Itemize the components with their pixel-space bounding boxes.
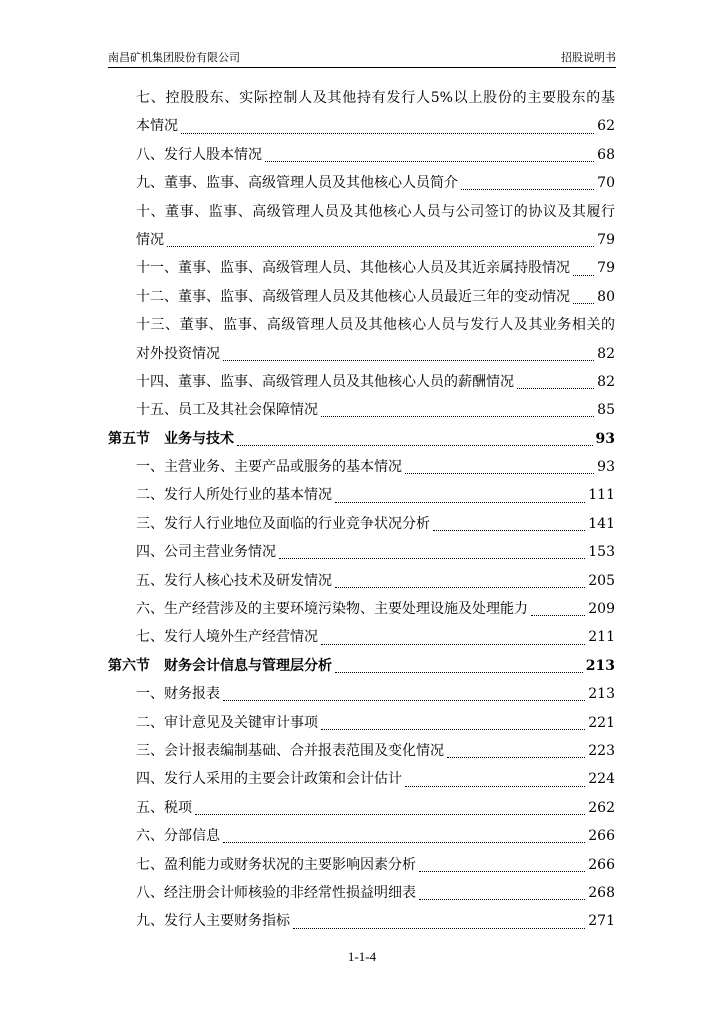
toc-page-number: 70	[597, 175, 615, 192]
toc-page-number: 221	[588, 714, 615, 731]
toc-entry[interactable]	[108, 169, 615, 197]
toc-dot-leader	[167, 245, 594, 247]
toc-dot-leader	[223, 359, 594, 361]
toc-entry[interactable]	[108, 453, 615, 481]
toc-dot-leader	[321, 643, 585, 645]
toc-entry-title: 七、发行人境外生产经营情况	[136, 629, 318, 646]
page-header	[108, 50, 616, 68]
toc-page-number: 93	[595, 430, 615, 447]
toc-page-number: 82	[597, 373, 615, 390]
toc-entry-title: 四、公司主营业务情况	[136, 544, 276, 561]
toc-entry-title: 财务会计信息与管理层分析	[164, 657, 332, 674]
toc-entry-title: 十四、董事、监事、高级管理人员及其他核心人员的薪酬情况	[136, 373, 514, 390]
toc-page-number: 224	[588, 771, 615, 788]
toc-entry[interactable]	[108, 254, 615, 282]
toc-dot-leader	[419, 870, 585, 872]
toc-entry-title: 三、会计报表编制基础、合并报表范围及变化情况	[136, 742, 444, 759]
toc-dot-leader	[223, 699, 585, 701]
toc-entry[interactable]	[108, 311, 615, 339]
toc-entry-title: 一、主营业务、主要产品或服务的基本情况	[136, 459, 402, 476]
toc-entry[interactable]	[108, 538, 615, 566]
toc-dot-leader	[335, 501, 585, 503]
toc-entry-title: 二、审计意见及关键审计事项	[136, 714, 318, 731]
toc-page-number: 80	[597, 288, 615, 305]
toc-entry[interactable]	[108, 851, 615, 879]
toc-page-number: 213	[588, 686, 615, 703]
toc-entry[interactable]	[108, 226, 615, 254]
toc-dot-leader	[517, 387, 594, 389]
toc-entry[interactable]	[108, 84, 615, 112]
toc-section-number: 第五节	[108, 430, 150, 447]
toc-page-number: 266	[588, 856, 615, 873]
toc-dot-leader	[405, 785, 585, 787]
toc-entry[interactable]	[108, 141, 615, 169]
toc-dot-leader	[461, 188, 594, 190]
toc-entry[interactable]	[108, 198, 615, 226]
toc-entry[interactable]	[108, 481, 615, 509]
toc-entry-title: 六、生产经营涉及的主要环境污染物、主要处理设施及处理能力	[136, 601, 528, 618]
toc-entry-title: 业务与技术	[164, 430, 234, 447]
toc-entry-title: 十、董事、监事、高级管理人员及其他核心人员与公司签订的协议及其履行	[136, 203, 615, 220]
page-number: 1-1-4	[347, 949, 377, 964]
toc-entry-title: 五、税项	[136, 799, 192, 816]
toc-entry[interactable]	[108, 283, 615, 311]
toc-entry[interactable]	[108, 567, 615, 595]
toc-entry[interactable]	[108, 396, 615, 424]
toc-dot-leader	[223, 841, 585, 843]
toc-section-entry[interactable]	[108, 425, 615, 453]
toc-page-number: 153	[588, 544, 615, 561]
toc-entry-title: 八、发行人股本情况	[136, 146, 262, 163]
toc-entry-title: 八、经注册会计师核验的非经常性损益明细表	[136, 884, 416, 901]
toc-section-number: 第六节	[108, 657, 150, 674]
toc-dot-leader	[419, 898, 585, 900]
toc-dot-leader	[321, 415, 594, 417]
toc-entry[interactable]	[108, 112, 615, 140]
toc-page-number: 262	[588, 799, 615, 816]
toc-dot-leader	[321, 728, 585, 730]
toc-dot-leader	[573, 302, 594, 304]
header-company-name: 南昌矿机集团股份有限公司	[108, 51, 240, 64]
toc-dot-leader	[531, 614, 585, 616]
toc-page-number: 211	[588, 629, 615, 646]
toc-section-entry[interactable]	[108, 652, 615, 680]
toc-page-number: 205	[588, 572, 615, 589]
toc-entry-title: 九、发行人主要财务指标	[136, 913, 290, 930]
toc-entry-title: 三、发行人行业地位及面临的行业竞争状况分析	[136, 515, 430, 532]
toc-page-number: 68	[597, 146, 615, 163]
toc-page-number: 82	[597, 345, 615, 362]
toc-page-number: 268	[588, 884, 615, 901]
toc-entry[interactable]	[108, 765, 615, 793]
toc-entry[interactable]	[108, 368, 615, 396]
toc-entry-title: 六、分部信息	[136, 828, 220, 845]
toc-dot-leader	[265, 160, 594, 162]
toc-entry-title: 四、发行人采用的主要会计政策和会计估计	[136, 771, 402, 788]
toc-entry-title: 十五、员工及其社会保障情况	[136, 402, 318, 419]
toc-entry[interactable]	[108, 595, 615, 623]
toc-page-number: 111	[588, 487, 615, 504]
toc-page-number: 79	[597, 260, 615, 277]
toc-entry-title: 十三、董事、监事、高级管理人员及其他核心人员与发行人及其业务相关的	[136, 317, 615, 334]
toc-entry[interactable]	[108, 907, 615, 935]
toc-dot-leader	[181, 132, 594, 134]
toc-dot-leader	[237, 444, 593, 446]
toc-entry-title: 二、发行人所处行业的基本情况	[136, 487, 332, 504]
toc-page-number: 271	[588, 913, 615, 930]
toc-dot-leader	[279, 557, 585, 559]
toc-entry-title: 十二、董事、监事、高级管理人员及其他核心人员最近三年的变动情况	[136, 288, 570, 305]
toc-page-number: 223	[588, 742, 615, 759]
toc-page-number: 79	[597, 231, 615, 248]
toc-entry[interactable]	[108, 794, 615, 822]
toc-page-number: 266	[588, 828, 615, 845]
toc-dot-leader	[293, 927, 585, 929]
toc-dot-leader	[433, 529, 585, 531]
toc-entry-title: 九、董事、监事、高级管理人员及其他核心人员简介	[136, 175, 458, 192]
toc-page-number: 213	[585, 657, 615, 674]
toc-entry[interactable]	[108, 623, 615, 651]
toc-entry-title: 七、盈利能力或财务状况的主要影响因素分析	[136, 856, 416, 873]
toc-dot-leader	[573, 274, 594, 276]
toc-entry-title: 对外投资情况	[136, 345, 220, 362]
table-of-contents	[108, 84, 615, 936]
toc-page-number: 209	[588, 601, 615, 618]
toc-entry-title: 本情况	[136, 118, 178, 135]
toc-entry[interactable]	[108, 680, 615, 708]
toc-page-number: 93	[597, 459, 615, 476]
toc-entry-title: 五、发行人核心技术及研发情况	[136, 572, 332, 589]
toc-entry-title: 十一、董事、监事、高级管理人员、其他核心人员及其近亲属持股情况	[136, 260, 570, 277]
toc-entry-title: 七、控股股东、实际控制人及其他持有发行人5%以上股份的主要股东的基	[136, 90, 615, 106]
toc-entry[interactable]	[108, 340, 615, 368]
toc-page-number: 85	[597, 402, 615, 419]
toc-dot-leader	[335, 586, 585, 588]
toc-entry[interactable]	[108, 510, 615, 538]
toc-entry[interactable]	[108, 822, 615, 850]
header-document-type: 招股说明书	[561, 51, 616, 64]
toc-dot-leader	[335, 671, 583, 673]
toc-dot-leader	[195, 813, 585, 815]
toc-entry[interactable]	[108, 737, 615, 765]
toc-entry-title: 一、财务报表	[136, 686, 220, 703]
toc-entry[interactable]	[108, 709, 615, 737]
toc-page-number: 141	[588, 515, 615, 532]
toc-dot-leader	[405, 472, 594, 474]
toc-entry-title: 情况	[136, 231, 164, 248]
toc-page-number: 62	[597, 118, 615, 135]
toc-entry[interactable]	[108, 879, 615, 907]
toc-dot-leader	[447, 756, 585, 758]
